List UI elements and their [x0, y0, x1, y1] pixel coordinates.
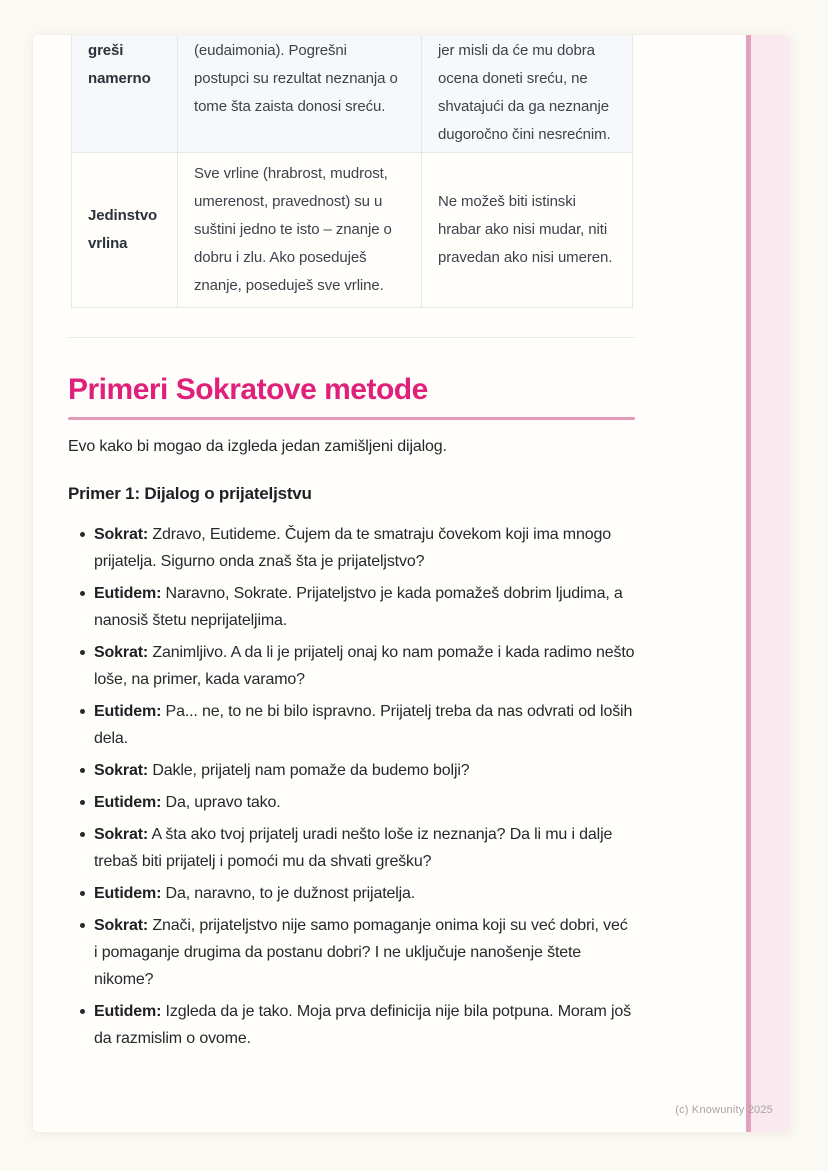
intro-paragraph: Evo kako bi mogao da izgleda jedan zamišljeni dijalog. [68, 437, 447, 455]
dialog-speaker: Eutidem: [94, 793, 162, 811]
dialog-text: A šta ako tvoj prijatelj uradi nešto loše iz neznanja? Da li mu i dalje trebaš biti prijatelj i pomoći mu da shvati grešku? [94, 825, 613, 870]
table-row [72, 152, 633, 307]
table-example-cell: jer misli da će mu dobra ocena doneti sreću, ne shvatajući da ga neznanje dugoročno čini nesrećnim. [422, 35, 633, 152]
dialog-text: Pa... ne, to ne bi bilo ispravno. Prijatelj treba da nas odvrati od loših dela. [94, 702, 633, 747]
dialog-text: Zanimljivo. A da li je prijatelj onaj ko nam pomaže i kada radimo nešto loše, na primer, kada varamo? [94, 643, 635, 688]
dialog-item [68, 698, 635, 752]
dialog-text: Zdravo, Eutideme. Čujem da te smatraju čovekom koji ima mnogo prijatelja. Sigurno onda znaš šta je prijateljstvo? [94, 525, 611, 570]
section-heading: Primeri Sokratove metode [68, 372, 428, 406]
dialog-item [68, 912, 635, 993]
dialog-speaker: Sokrat: [94, 525, 149, 543]
dialog-speaker: Eutidem: [94, 584, 162, 602]
document-page [33, 35, 790, 1132]
dialog-text: Izgleda da je tako. Moja prva definicija nije bila potpuna. Moram još da razmislim o ovome. [94, 1002, 632, 1047]
dialog-speaker: Sokrat: [94, 916, 149, 934]
dialog-text: Naravno, Sokrate. Prijateljstvo je kada pomažeš dobrim ljudima, a nanosiš štetu neprijateljima. [94, 584, 623, 629]
copyright-note: (c) Knowunity 2025 [675, 1104, 773, 1116]
dialog-item [68, 639, 635, 693]
dialog-item [68, 880, 635, 907]
virtues-table [71, 35, 633, 308]
table-explanation-cell: Sve vrline (hrabrost, mudrost, umerenost, pravednost) su u suštini jedno te isto – znanje o dobru i zlu. Ako poseduješ znanje, poseduješ sve vrline. [178, 152, 422, 307]
table-term-cell: greši namerno [72, 35, 178, 152]
dialog-speaker: Sokrat: [94, 643, 149, 661]
dialog-list [68, 521, 635, 1052]
dialog-item [68, 521, 635, 575]
table-term-cell: Jedinstvo vrlina [72, 152, 178, 307]
table-example-cell: Ne možeš biti istinski hrabar ako nisi mudar, niti pravedan ako nisi umeren. [422, 152, 633, 307]
page-content [68, 35, 635, 1057]
section-divider [68, 337, 635, 338]
dialog-item [68, 821, 635, 875]
dialog-item [68, 789, 635, 816]
dialog-speaker: Sokrat: [94, 825, 149, 843]
dialog-speaker: Sokrat: [94, 761, 149, 779]
dialog-item [68, 998, 635, 1052]
dialog-item [68, 757, 635, 784]
right-margin-stripe [746, 35, 790, 1132]
heading-underline [68, 417, 635, 420]
dialog-text: Dakle, prijatelj nam pomaže da budemo bolji? [152, 761, 470, 779]
table-explanation-cell: (eudaimonia). Pogrešni postupci su rezultat neznanja o tome šta zaista donosi sreću. [178, 35, 422, 152]
dialog-speaker: Eutidem: [94, 702, 162, 720]
dialog-speaker: Eutidem: [94, 1002, 162, 1020]
dialog-text: Da, naravno, to je dužnost prijatelja. [165, 884, 416, 902]
dialog-text: Znači, prijateljstvo nije samo pomaganje onima koji su već dobri, već i pomaganje drugima da postanu dobri? I ne uključuje nanošenje štete nikome? [94, 916, 628, 988]
dialog-text: Da, upravo tako. [165, 793, 281, 811]
dialog-item [68, 580, 635, 634]
table-row [72, 35, 633, 152]
example-subheading: Primer 1: Dijalog o prijateljstvu [68, 483, 312, 503]
dialog-speaker: Eutidem: [94, 884, 162, 902]
